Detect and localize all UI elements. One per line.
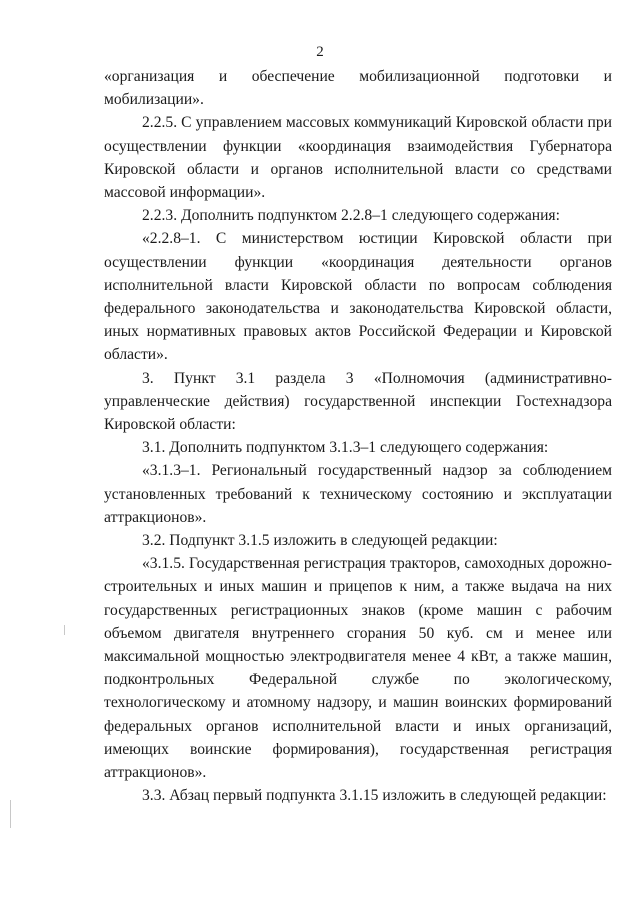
scan-artifact-mark [10,800,11,828]
paragraph-3-1-5: «3.1.5. Государственная регистрация тракторов, самоходных дорожно-строительных и иных машин и прицепов к ним, а также выдача на них государственных регистрационных знаков (кроме машин с рабочим объемом двигателя внутреннего сгорания 50 куб. см и менее или максимальной мощностью электродвигателя менее 4 кВт, а также машин, подконтрольных Федеральной службе по экологическому, технологическому и атомному надзору, и машин воинских формирований федеральных органов исполнительной власти и иных организаций, имеющих воинские формирования), государственная регистрация аттракционов». [104,555,612,782]
paragraph-3-2: 3.2. Подпункт 3.1.5 изложить в следующей редакции: [142,532,498,550]
paragraph-3-3: 3.3. Абзац первый подпункта 3.1.15 изложить в следующей редакции: [142,787,607,805]
paragraph-2-2-5: 2.2.5. С управлением массовых коммуникаций Кировской области при осуществлении функции «координация взаимодействия Губернатора Кировской области и органов исполнительной власти со средствами массовой информации». [104,114,612,202]
scan-artifact-mark [64,625,65,635]
document-body [104,65,612,808]
paragraph-continuation: «организация и обеспечение мобилизационной подготовки и мобилизации». [104,68,612,109]
paragraph-2-2-8-1: «2.2.8–1. С министерством юстиции Кировской области при осуществлении функции «координация деятельности органов исполнительной власти Кировской области по вопросам соблюдения федерального законодательства и законодательства Кировской области, иных нормативных правовых актов Российской Федерации и Кировской области». [104,230,612,364]
paragraph-3-1-3-1: «3.1.3–1. Региональный государственный надзор за соблюдением установленных требований к техническому состоянию и эксплуатации аттракционов». [104,462,612,526]
paragraph-3-1: 3.1. Дополнить подпунктом 3.1.3–1 следующего содержания: [142,439,549,457]
page-number: 2 [316,44,324,60]
paragraph-3: 3. Пункт 3.1 раздела 3 «Полномочия (административно-управленческие действия) государственной инспекции Гостехнадзора Кировской области: [104,369,612,434]
paragraph-2-2-3: 2.2.3. Дополнить подпунктом 2.2.8–1 следующего содержания: [142,207,560,225]
